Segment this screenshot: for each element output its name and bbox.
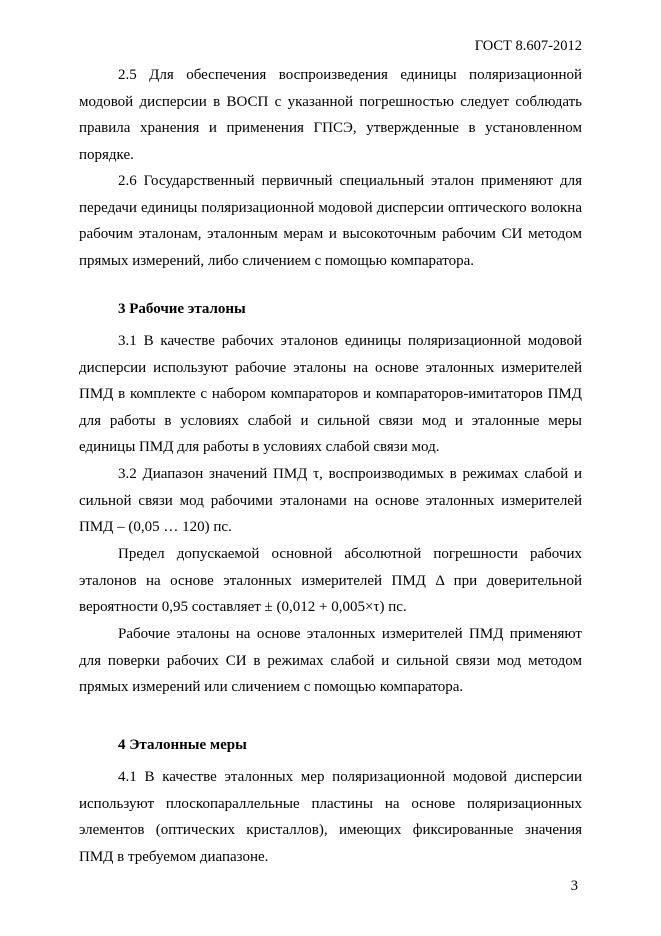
document-id: ГОСТ 8.607-2012 <box>474 38 582 54</box>
paragraph-4-1: 4.1 В качестве эталонных мер поляризационной модовой дисперсии используют плоскопараллельные пластины на основе поляризационных элементов (оптических кристаллов), имеющих фиксированные значения ПМД в требуемом диапазоне. <box>79 769 582 865</box>
paragraph-application: Рабочие эталоны на основе эталонных измерителей ПМД применяют для поверки рабочих СИ в режимах слабой и сильной связи мод методом прямых измерений или сличением с помощью компаратора. <box>79 626 582 695</box>
section-4-heading: 4 Эталонные меры <box>118 737 247 753</box>
paragraph-2-6: 2.6 Государственный первичный специальный эталон применяют для передачи единицы поляризационной модовой дисперсии оптического волокна рабочим эталонам, эталонным мерам и высокоточным рабочим СИ методом прямых измерений, либо сличением с помощью компаратора. <box>79 173 582 269</box>
section-3-heading: 3 Рабочие эталоны <box>118 301 246 317</box>
paragraph-error-limit: Предел допускаемой основной абсолютной погрешности рабочих эталонов на основе эталонных измерителей ПМД Δ при доверительной вероятности 0,95 составляет ± (0,012 + 0,005×τ) пс. <box>79 546 582 615</box>
page-number: 3 <box>570 878 578 894</box>
paragraph-3-2: 3.2 Диапазон значений ПМД τ, воспроизводимых в режимах слабой и сильной связи мод рабочими эталонами на основе эталонных измерителей ПМД – (0,05 … 120) пс. <box>79 466 582 535</box>
paragraph-2-5: 2.5 Для обеспечения воспроизведения единицы поляризационной модовой дисперсии в ВОСП с указанной погрешностью следует соблюдать правила хранения и применения ГПСЭ, утвержденные в установленном порядке. <box>79 67 582 163</box>
paragraph-3-1: 3.1 В качестве рабочих эталонов единицы поляризационной модовой дисперсии используют рабочие эталоны на основе эталонных измерителей ПМД в комплекте с набором компараторов и компараторов-имитаторов ПМД для работы в условиях слабой и сильной связи мод и эталонные меры единицы ПМД для работы в условиях слабой связи мод. <box>79 333 582 455</box>
